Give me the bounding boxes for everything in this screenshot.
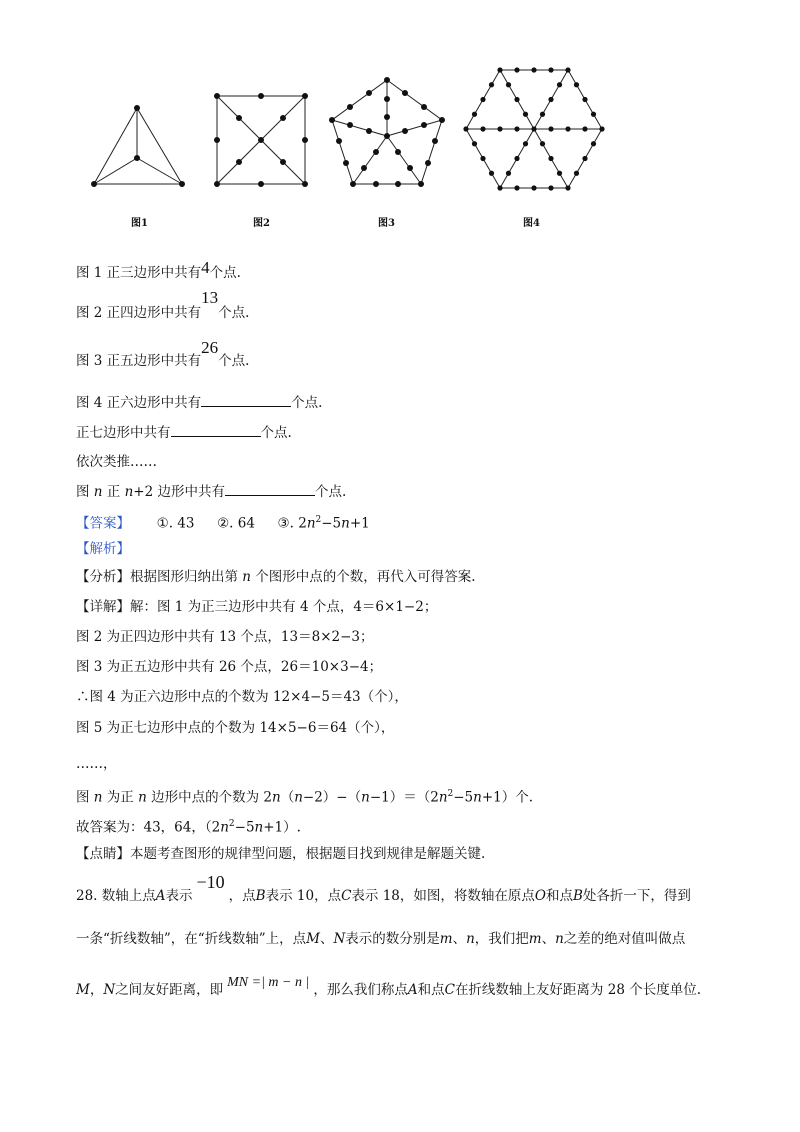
hexagon-dot <box>489 82 494 87</box>
hexagon-dot <box>531 185 536 190</box>
hexagon-dot <box>480 97 485 102</box>
answer-blank-1[interactable] <box>201 392 291 407</box>
hexagon-dot <box>574 171 579 176</box>
value-26: 26 <box>201 338 219 357</box>
hexagon-dot <box>531 126 536 131</box>
hexagon-dot <box>548 156 553 161</box>
detail-line-8: 故答案为：43，64，$(2n^2-5n+1)$. <box>76 819 301 836</box>
detail-line-1: 【详解】解：图 1 为正三边形中共有 4 个点，4＝6×1−2； <box>76 599 438 615</box>
hexagon-dot <box>548 126 553 131</box>
detail-line-4: ∴图 4 为正六边形中点的个数为 12×4−5＝43（个）， <box>76 689 408 705</box>
hexagon-dot <box>523 112 528 117</box>
hexagon-dot <box>548 185 553 190</box>
hexagon-dot <box>480 156 485 161</box>
hexagon-dot <box>565 67 570 72</box>
hexagon-dot <box>523 141 528 146</box>
hexagon-dot <box>557 171 562 176</box>
hexagon-dot <box>514 67 519 72</box>
value-minus-10: −10 <box>196 872 225 892</box>
hexagon-dot <box>591 112 596 117</box>
hexagon-dot <box>557 82 562 87</box>
line-pentagon-count: 图 3 正五边形中共有26个点. <box>76 338 250 369</box>
hexagon-dot <box>540 141 545 146</box>
detail-line-2: 图 2 为正四边形中共有 13 个点，13＝8×2−3； <box>76 629 374 645</box>
q28-line-3: M，N之间友好距离，即 MN =| m − n | ，那么我们称点A和点C在折线数轴上友好距离为 28 个长度单位. <box>76 975 701 998</box>
line-triangle-count: 图 1 正三边形中共有4个点. <box>76 258 241 281</box>
figure-3-pentagon <box>325 60 450 195</box>
hexagon-dot <box>514 126 519 131</box>
line-and-so-on: 依次类推…… <box>76 454 157 470</box>
hexagon-dot <box>599 126 604 131</box>
hexagon-dot <box>472 112 477 117</box>
q28-line-2: 一条“折线数轴”，在“折线数轴”上，点M、N表示的数分别是m、n，我们把m、n之差的绝对值叫做点 <box>76 931 686 947</box>
line-hexagon-blank: 图 4 正六边形中共有 个点. <box>76 392 322 413</box>
q28-line-1: 28. 数轴上点A表示−10，点B表示 10，点C表示 18，如图，将数轴在原点O和点B处各折一下，得到 <box>76 872 691 904</box>
analysis-tag: 【解析】 <box>76 541 130 557</box>
hexagon-dot <box>582 97 587 102</box>
hexagon-dot <box>531 67 536 72</box>
hexagon-dot <box>514 156 519 161</box>
hexagon-dot <box>548 67 553 72</box>
dianjing-line: 【点睛】本题考查图形的规律型问题，根据题目找到规律是解题关键. <box>76 846 486 862</box>
caption-figure-2: 图2 <box>253 218 270 229</box>
hexagon-dot <box>514 185 519 190</box>
line-general-blank: 图 n 正 n+2 边形中共有 个点. <box>76 481 346 502</box>
figure-2-square <box>207 60 317 195</box>
hexagon-dot <box>565 185 570 190</box>
analysis-fenxi: 【分析】根据图形归纳出第 n 个图形中点的个数，再代入可得答案. <box>76 569 476 585</box>
formula-mn: MN =| m − n | <box>227 975 310 990</box>
hexagon-dot <box>480 126 485 131</box>
hexagon-dot <box>472 141 477 146</box>
answer-blank-3[interactable] <box>225 481 315 496</box>
hexagon-dot <box>540 112 545 117</box>
detail-line-5: 图 5 为正七边形中点的个数为 14×5−6＝64（个）， <box>76 720 395 736</box>
hexagon-dot <box>574 82 579 87</box>
answer-line: 【答案】 ①. 43 ②. 64 ③. $2n^2-5n+1$ <box>76 515 370 532</box>
answer-tag: 【答案】 <box>76 515 130 532</box>
hexagon-dot <box>506 171 511 176</box>
detail-line-3: 图 3 为正五边形中共有 26 个点，26＝10×3−4； <box>76 659 383 675</box>
hexagon-dot <box>506 82 511 87</box>
figure-4-hexagon <box>462 60 607 195</box>
caption-figure-4: 图4 <box>523 218 540 229</box>
detail-line-7: 图 n 为正 n 边形中点的个数为 $2n(n-2)-(n-1)=(2n^2-5n+1)$个. <box>76 789 534 806</box>
answer-blank-2[interactable] <box>171 422 261 437</box>
hexagon-dot <box>582 126 587 131</box>
hexagon-dot <box>591 141 596 146</box>
hexagon-dot <box>514 97 519 102</box>
hexagon-dot <box>463 126 468 131</box>
hexagon-dot <box>497 67 502 72</box>
hexagon-dot <box>582 156 587 161</box>
detail-line-6: ……， <box>76 756 117 772</box>
hexagon-dot <box>497 126 502 131</box>
hexagon-dot <box>489 171 494 176</box>
hexagon-dot <box>565 126 570 131</box>
caption-figure-1: 图1 <box>131 218 148 229</box>
caption-figure-3: 图3 <box>378 218 395 229</box>
hexagon-dot <box>497 185 502 190</box>
hexagon-dot <box>548 97 553 102</box>
figure-1-triangle <box>85 60 195 195</box>
value-13: 13 <box>201 288 219 307</box>
line-heptagon-blank: 正七边形中共有 个点. <box>76 422 292 443</box>
line-square-count: 图 2 正四边形中共有13个点. <box>76 288 250 321</box>
value-4: 4 <box>201 258 210 277</box>
